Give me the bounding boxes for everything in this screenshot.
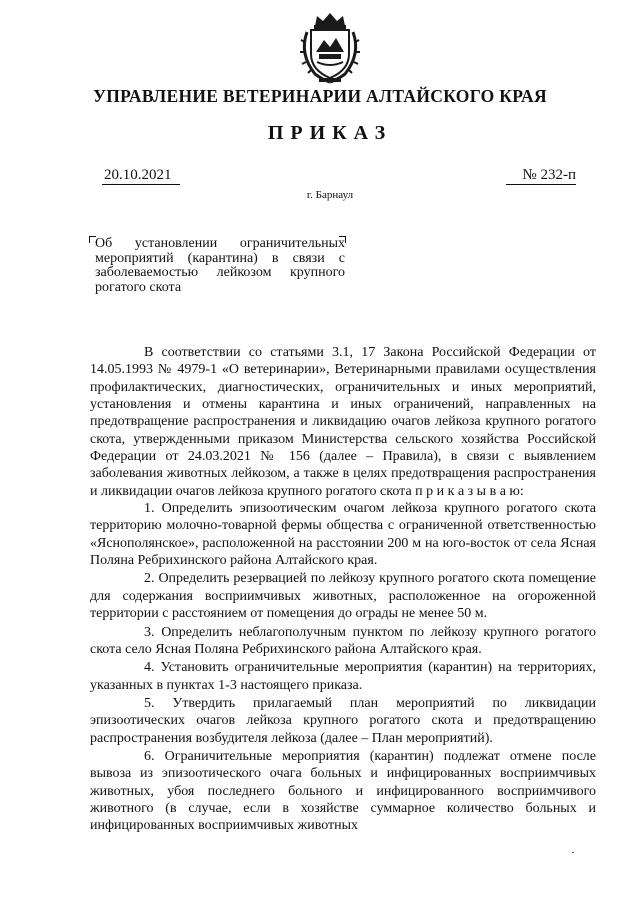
order-item-4: 4. Установить ограничительные мероприятия (карантин) на территориях, указанных в пунктах 1-3 настоящего приказа. <box>90 660 596 693</box>
order-item-3: 3. Определить неблагополучным пунктом по лейкозу крупного рогатого скота село Ясная Поляна Ребрихинского района Алтайского края. <box>90 624 596 657</box>
preamble-paragraph: В соответствии со статьями 3.1, 17 Закона Российской Федерации от 14.05.1993 № 4979-1 «О ветеринарии», Ветеринарными правилами осуществления профилактических, диагностических, ограничительных и иных мероприятий, установления и отмены карантина и иных ограничений, направленных на предотвращение распространения и ликвидацию очагов лейкоза крупного рогатого скота, утвержденными приказом Министерства сельского хозяйства Российской Федерации от 24.03.2021 № 156 (далее – Правила), в связи с выявлением заболевания животных лейкозом, а также в целях предотвращения распространения и ликвидации очагов лейкоза крупного рогатого скота п р и к а з ы в а ю: <box>90 345 596 499</box>
order-item-5: 5. Утвердить прилагаемый план мероприятий по ликвидации эпизоотических очагов лейкоза крупного рогатого скота и предотвращению распространения возбудителя лейкоза (далее – План мероприятий). <box>90 695 596 746</box>
organization-title: УПРАВЛЕНИЕ ВЕТЕРИНАРИИ АЛТАЙСКОГО КРАЯ <box>93 86 547 106</box>
order-item-1: 1. Определить эпизоотическим очагом лейкоза крупного рогатого скота территорию молочно-товарной фермы общества с ограниченной ответственностью «Яснополянское», расположенной на расстоянии 200 м на юго-восток от села Ясная Поляна Ребрихинского района Алтайского края. <box>90 501 596 569</box>
scan-speck <box>572 852 574 853</box>
document-subject: Об установлении ограничительных мероприятий (карантина) в связи с заболеваемостью лейкозом крупного рогатого скота <box>95 236 345 295</box>
document-date: 20.10.2021 <box>102 166 180 185</box>
order-item-2: 2. Определить резервацией по лейкозу крупного рогатого скота помещение для содержания восприимчивых животных, расположенное на огороженной территории с расстоянием от помещения до ограды не менее 50 м. <box>90 571 596 622</box>
document-number: № 232-п <box>506 166 576 185</box>
document-body <box>90 344 596 835</box>
coat-of-arms-icon <box>297 12 363 84</box>
document-city: г. Барнаул <box>306 189 354 201</box>
document-type: ПРИКАЗ <box>267 122 393 144</box>
order-item-6: 6. Ограничительные мероприятия (карантин) подлежат отмене после вывоза из эпизоотического очага больных и инфицированных восприимчивых животных, убоя последнего больного и инфицированного восприимчивого животного (в случае, если в хозяйстве суммарное количество больных и инфицированных восприимчивых животных <box>90 748 596 834</box>
